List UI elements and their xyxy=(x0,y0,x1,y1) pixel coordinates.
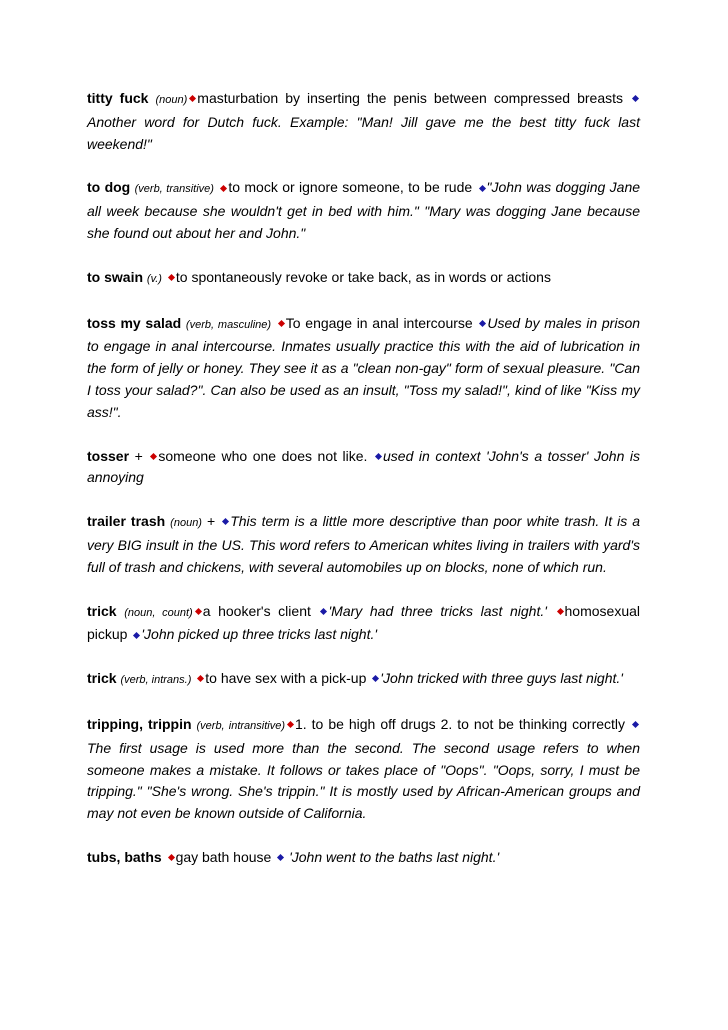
entry-to-dog xyxy=(87,177,640,244)
definition: a hooker's client xyxy=(202,602,311,619)
example: 'John picked up three tricks last night.' xyxy=(141,626,378,643)
part-of-speech: (noun) xyxy=(155,94,188,106)
headword: tosser xyxy=(87,447,130,464)
headword: titty fuck xyxy=(87,90,149,106)
red-diamond-icon xyxy=(150,453,157,460)
definition: to mock or ignore someone, to be rude xyxy=(228,179,473,196)
plus-sign: + xyxy=(134,447,143,464)
entry-tripping xyxy=(87,714,640,825)
example: 'John went to the baths last night.' xyxy=(289,848,500,865)
example: 'John tricked with three guys last night.' xyxy=(380,670,623,687)
part-of-speech: (noun) xyxy=(170,517,202,530)
definition: To engage in anal intercourse xyxy=(285,314,473,331)
blue-diamond-icon xyxy=(372,675,379,682)
red-diamond-icon xyxy=(189,95,196,102)
example: "John was dogging Jane all week because she wouldn't get in bed with him." "Mary was dogging Jane because she found out about her and John." xyxy=(87,179,641,241)
example: used in context 'John's a tosser' John is annoying xyxy=(87,447,641,486)
red-diamond-icon xyxy=(168,274,175,281)
blue-diamond-icon xyxy=(277,854,284,861)
part-of-speech: (verb, masculine) xyxy=(185,318,272,331)
part-of-speech: (v.) xyxy=(146,272,162,285)
headword: to swain xyxy=(87,268,144,285)
blue-diamond-icon xyxy=(375,453,382,460)
headword: trailer trash xyxy=(87,513,166,530)
part-of-speech: (verb, intransitive) xyxy=(196,719,286,732)
red-diamond-icon xyxy=(556,608,563,615)
red-diamond-icon xyxy=(220,185,227,192)
definition: to spontaneously revoke or take back, as in words or actions xyxy=(175,268,551,285)
red-diamond-icon xyxy=(197,675,204,682)
blue-diamond-icon xyxy=(479,320,486,327)
entry-to-swain xyxy=(87,267,640,291)
entry-tubs-baths xyxy=(87,847,640,869)
headword: to dog xyxy=(87,179,131,196)
definition: 1. to be high off drugs 2. to not be thinking correctly xyxy=(295,715,626,732)
entry-tosser xyxy=(87,446,640,490)
red-diamond-icon xyxy=(168,854,175,861)
definition: masturbation by inserting the penis between compressed breasts xyxy=(197,90,624,106)
red-diamond-icon xyxy=(278,320,285,327)
headword: tubs, baths xyxy=(87,848,162,865)
dictionary-page xyxy=(87,88,640,869)
headword: tripping, trippin xyxy=(87,715,192,732)
entry-toss-my-salad xyxy=(87,313,640,424)
blue-diamond-icon xyxy=(133,632,140,639)
part-of-speech: (verb, transitive) xyxy=(134,183,214,196)
example: This term is a little more descriptive than poor white trash. It is a very BIG insult in the US. This word refers to American whites living in trailers with yard's full of trash and chickens, with several automobiles up on blocks, none of which run. xyxy=(87,513,641,575)
definition: gay bath house xyxy=(175,848,272,865)
plus-sign: + xyxy=(206,513,216,530)
definition: homosexual pickup xyxy=(87,602,641,643)
example: The first usage is used more than the second. The second usage refers to when someone makes a mistake. It follows or takes place of "Oops". "Oops, sorry, I must be tripping." "She's wrong. She's trippin." It is mostly used by African-American groups and may not even be known outside of California. xyxy=(87,739,640,822)
definition: to have sex with a pick-up xyxy=(205,670,367,687)
part-of-speech: (verb, intrans.) xyxy=(120,674,192,687)
entry-titty-fuck xyxy=(87,88,640,155)
red-diamond-icon xyxy=(287,721,294,728)
example: Another word for Dutch fuck. Example: "Man! Jill gave me the best titty fuck last weekend!" xyxy=(87,113,640,152)
blue-diamond-icon xyxy=(320,608,327,615)
blue-diamond-icon xyxy=(478,185,485,192)
blue-diamond-icon xyxy=(632,95,639,102)
headword: trick xyxy=(87,670,117,687)
definition: someone who one does not like. xyxy=(158,447,368,464)
blue-diamond-icon xyxy=(632,721,639,728)
headword: toss my salad xyxy=(87,314,182,331)
part-of-speech: (noun, count) xyxy=(124,606,193,619)
red-diamond-icon xyxy=(195,608,202,615)
entry-trick-noun xyxy=(87,601,640,647)
example: Used by males in prison to engage in anal intercourse. Inmates usually practice this with the aid of lubrication in the form of jelly or honey. They see it as a "clean non-gay" form of sexual pleasure. "Can I toss your salad?". Can also be used as an insult, "Toss my salad!", kind of like "Kiss my ass!". xyxy=(87,314,641,420)
example: 'Mary had three tricks last night.' xyxy=(328,602,547,619)
entry-trailer-trash xyxy=(87,511,640,578)
blue-diamond-icon xyxy=(222,518,229,525)
headword: trick xyxy=(87,602,117,619)
entry-trick-verb xyxy=(87,668,640,692)
